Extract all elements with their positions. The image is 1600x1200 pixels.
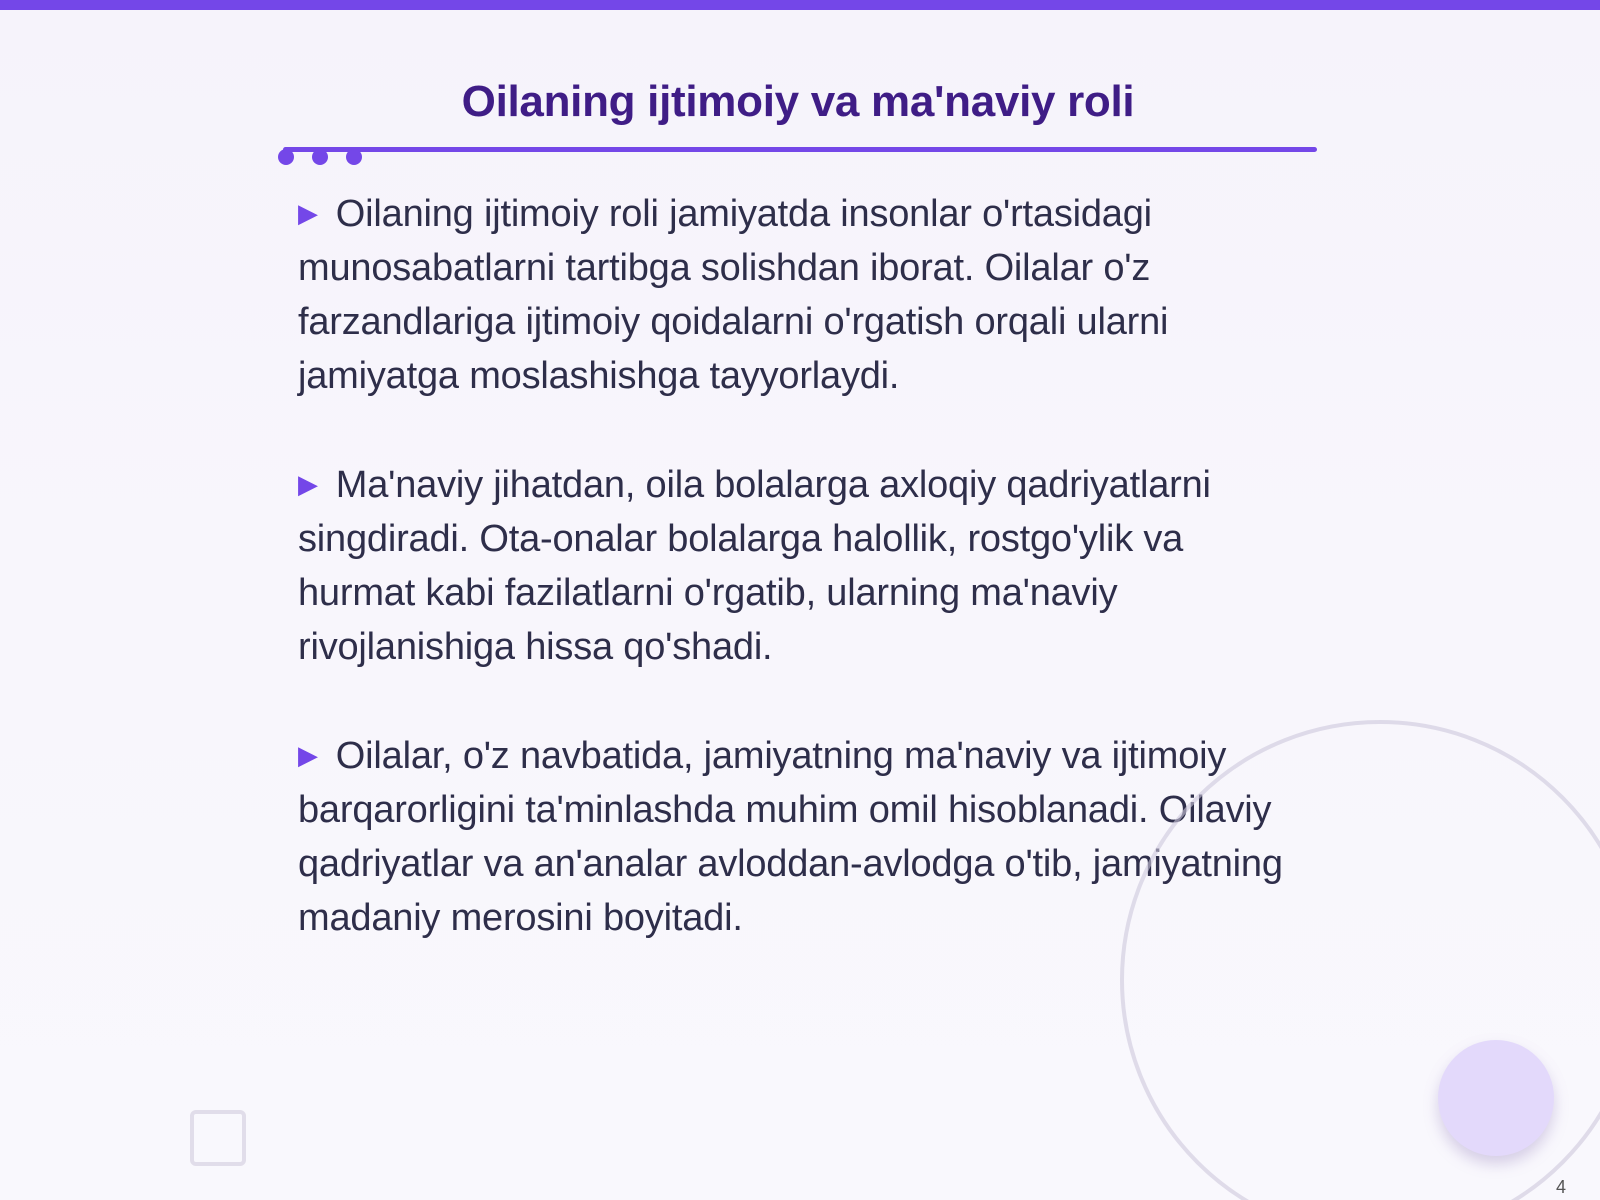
- underline-dot: [346, 149, 362, 165]
- bullet-text: Oilalar, o'z navbatida, jamiyatning ma'naviy va ijtimoiy barqarorligini ta'minlashda muhim omil hisoblanadi. Oilaviy qadriyatlar va an'analar avloddan-avlodga o'tib, jamiyatning madaniy merosini boyitadi.: [298, 735, 1283, 939]
- bullet-item: [298, 186, 1298, 403]
- page-number: 4: [1555, 1177, 1566, 1197]
- triangle-bullet-icon: ▶: [298, 198, 318, 228]
- triangle-bullet-icon: ▶: [298, 740, 318, 770]
- top-accent-bar: [0, 0, 1600, 10]
- triangle-bullet-icon: ▶: [298, 469, 318, 499]
- decorative-circle: [1438, 1040, 1554, 1156]
- decorative-square: [190, 1110, 246, 1166]
- slide-title: Oilaning ijtimoiy va ma'naviy roli: [461, 77, 1135, 126]
- bullet-item: [298, 457, 1298, 674]
- bullet-text: Oilaning ijtimoiy roli jamiyatda insonlar o'rtasidagi munosabatlarni tartibga solishdan iborat. Oilalar o'z farzandlariga ijtimoiy qoidalarni o'rgatish orqali ularni jamiyatga moslashishga tayyorlaydi.: [298, 193, 1169, 397]
- underline-dot: [278, 149, 294, 165]
- underline-dot: [312, 149, 328, 165]
- title-underline: [283, 147, 1317, 152]
- bullet-text: Ma'naviy jihatdan, oila bolalarga axloqiy qadriyatlarni singdiradi. Ota-onalar bolalarga halollik, rostgo'ylik va hurmat kabi fazilatlarni o'rgatib, ularning ma'naviy rivojlanishiga hissa qo'shadi.: [298, 464, 1211, 668]
